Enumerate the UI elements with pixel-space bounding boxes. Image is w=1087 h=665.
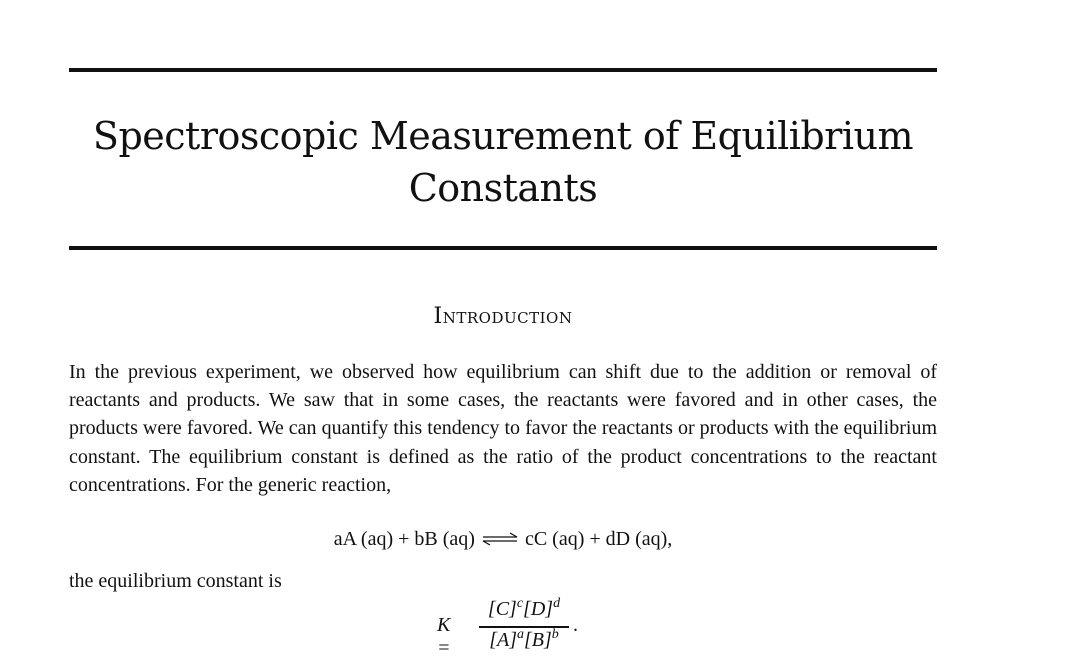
expression-terminator: .: [573, 614, 578, 636]
intro-paragraph: In the previous experiment, we observed how equilibrium can shift due to the addition or removal of reactants and products. We saw that in some cases, the reactants were favored and in other cases, the products were favored. We can quantify this tendency to favor the reactants or products with the equilibrium constant. The equilibrium constant is defined as the ratio of the product concentrations to the reactant concentrations. For the generic reaction,: [69, 361, 937, 496]
title-line-1: Spectroscopic Measurement of Equilibrium: [92, 114, 914, 158]
title-top-rule: [69, 68, 937, 72]
equilibrium-constant-lead: the equilibrium constant is: [69, 570, 282, 592]
equilibrium-arrow-icon: [480, 529, 520, 552]
section-heading: Introduction: [433, 304, 573, 329]
fraction-numerator: [479, 598, 569, 621]
denominator-text: $[A]^a[B]^b$: [489, 627, 559, 651]
page-title: [69, 110, 937, 214]
reaction-right: cC (aq) + dD (aq),: [524, 528, 673, 550]
reaction-equation: [69, 528, 937, 552]
title-line-2: Constants: [408, 166, 598, 210]
title-bottom-rule: [69, 246, 937, 250]
numerator-text: $[C]^c[D]^d$: [487, 596, 561, 620]
document-page: [69, 0, 937, 665]
reaction-left: aA (aq) + bB (aq): [333, 528, 475, 550]
equilibrium-constant-symbol: K =: [437, 614, 451, 659]
fraction-denominator: [479, 629, 569, 652]
